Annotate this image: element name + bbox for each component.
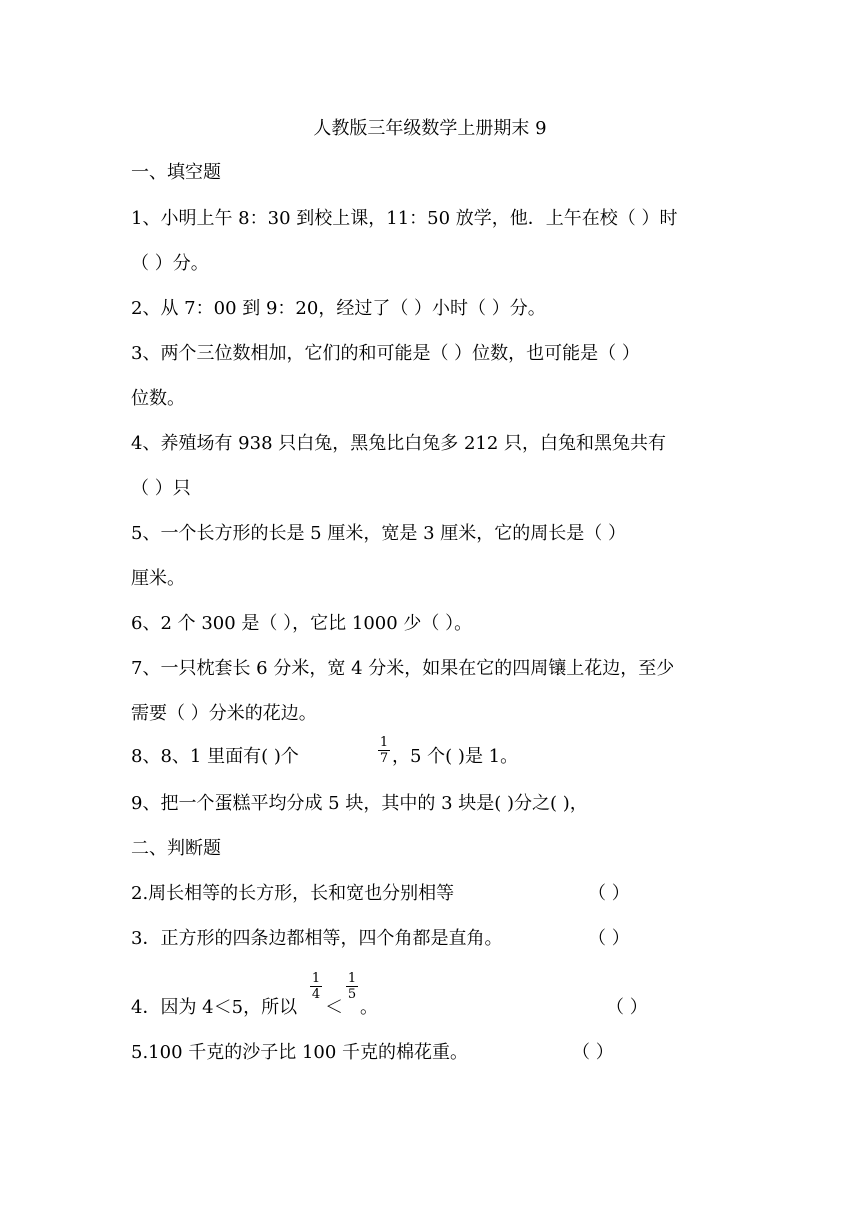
- question-line: 需要（ ）分米的花边。: [131, 703, 317, 724]
- question-line: 7、一只枕套长 6 分米，宽 4 分米，如果在它的四周镶上花边，至少: [131, 658, 675, 679]
- question-line: （ ）只: [131, 478, 191, 499]
- question-line: 9、把一个蛋糕平均分成 5 块，其中的 3 块是( )分之( )，: [131, 793, 588, 814]
- question-line: 1、小明上午 8：30 到校上课，11：50 放学，他．上午在校（ ）时: [131, 208, 678, 229]
- question-8-before: 8、8、1 里面有( )个: [131, 746, 299, 767]
- question-line: 6、2 个 300 是（ ），它比 1000 少（ ）。: [131, 613, 473, 634]
- fraction-one-fourth: [310, 972, 322, 1001]
- fraction-numerator: 1: [311, 971, 321, 986]
- fraction-denominator: 4: [311, 987, 321, 1002]
- section-heading-judge: 二、判断题: [131, 838, 221, 859]
- question-line: （ ）分。: [131, 253, 209, 274]
- page-title: 人教版三年级数学上册期末 9: [313, 118, 547, 139]
- judge-question-4: 4．因为 4＜5，所以: [131, 997, 298, 1018]
- fraction-denominator: 7: [379, 751, 389, 766]
- fraction-denominator: 5: [347, 987, 357, 1002]
- section-heading-fill: 一、填空题: [131, 162, 221, 183]
- judge-question-5: 5.100 千克的沙子比 100 千克的棉花重。: [131, 1042, 469, 1063]
- less-than-sign: ＜: [325, 997, 343, 1018]
- answer-parens: （ ）: [606, 997, 648, 1018]
- question-line: 位数。: [131, 388, 185, 409]
- question-line: 2、从 7：00 到 9：20，经过了（ ）小时（ ）分。: [131, 298, 546, 319]
- answer-parens: （ ）: [572, 1042, 614, 1063]
- judge-question-2: 2.周长相等的长方形，长和宽也分别相等: [131, 883, 455, 904]
- answer-parens: （ ）: [588, 883, 630, 904]
- question-8-after: ，5 个( )是 1。: [392, 746, 519, 767]
- question-line: 厘米。: [131, 568, 185, 589]
- question-line: 4、养殖场有 938 只白兔，黑兔比白兔多 212 只，白兔和黑兔共有: [131, 433, 667, 454]
- question-line: 5、一个长方形的长是 5 厘米，宽是 3 厘米，它的周长是（ ）: [131, 523, 626, 544]
- fraction-one-fifth: [346, 972, 358, 1001]
- fraction-one-seventh: [378, 736, 390, 765]
- judge-question-3: 3．正方形的四条边都相等，四个角都是直角。: [131, 928, 503, 949]
- fraction-numerator: 1: [347, 971, 357, 986]
- question-line: 3、两个三位数相加，它们的和可能是（ ）位数，也可能是（ ）: [131, 343, 640, 364]
- period: 。: [360, 997, 378, 1018]
- answer-parens: （ ）: [588, 928, 630, 949]
- fraction-numerator: 1: [379, 735, 389, 750]
